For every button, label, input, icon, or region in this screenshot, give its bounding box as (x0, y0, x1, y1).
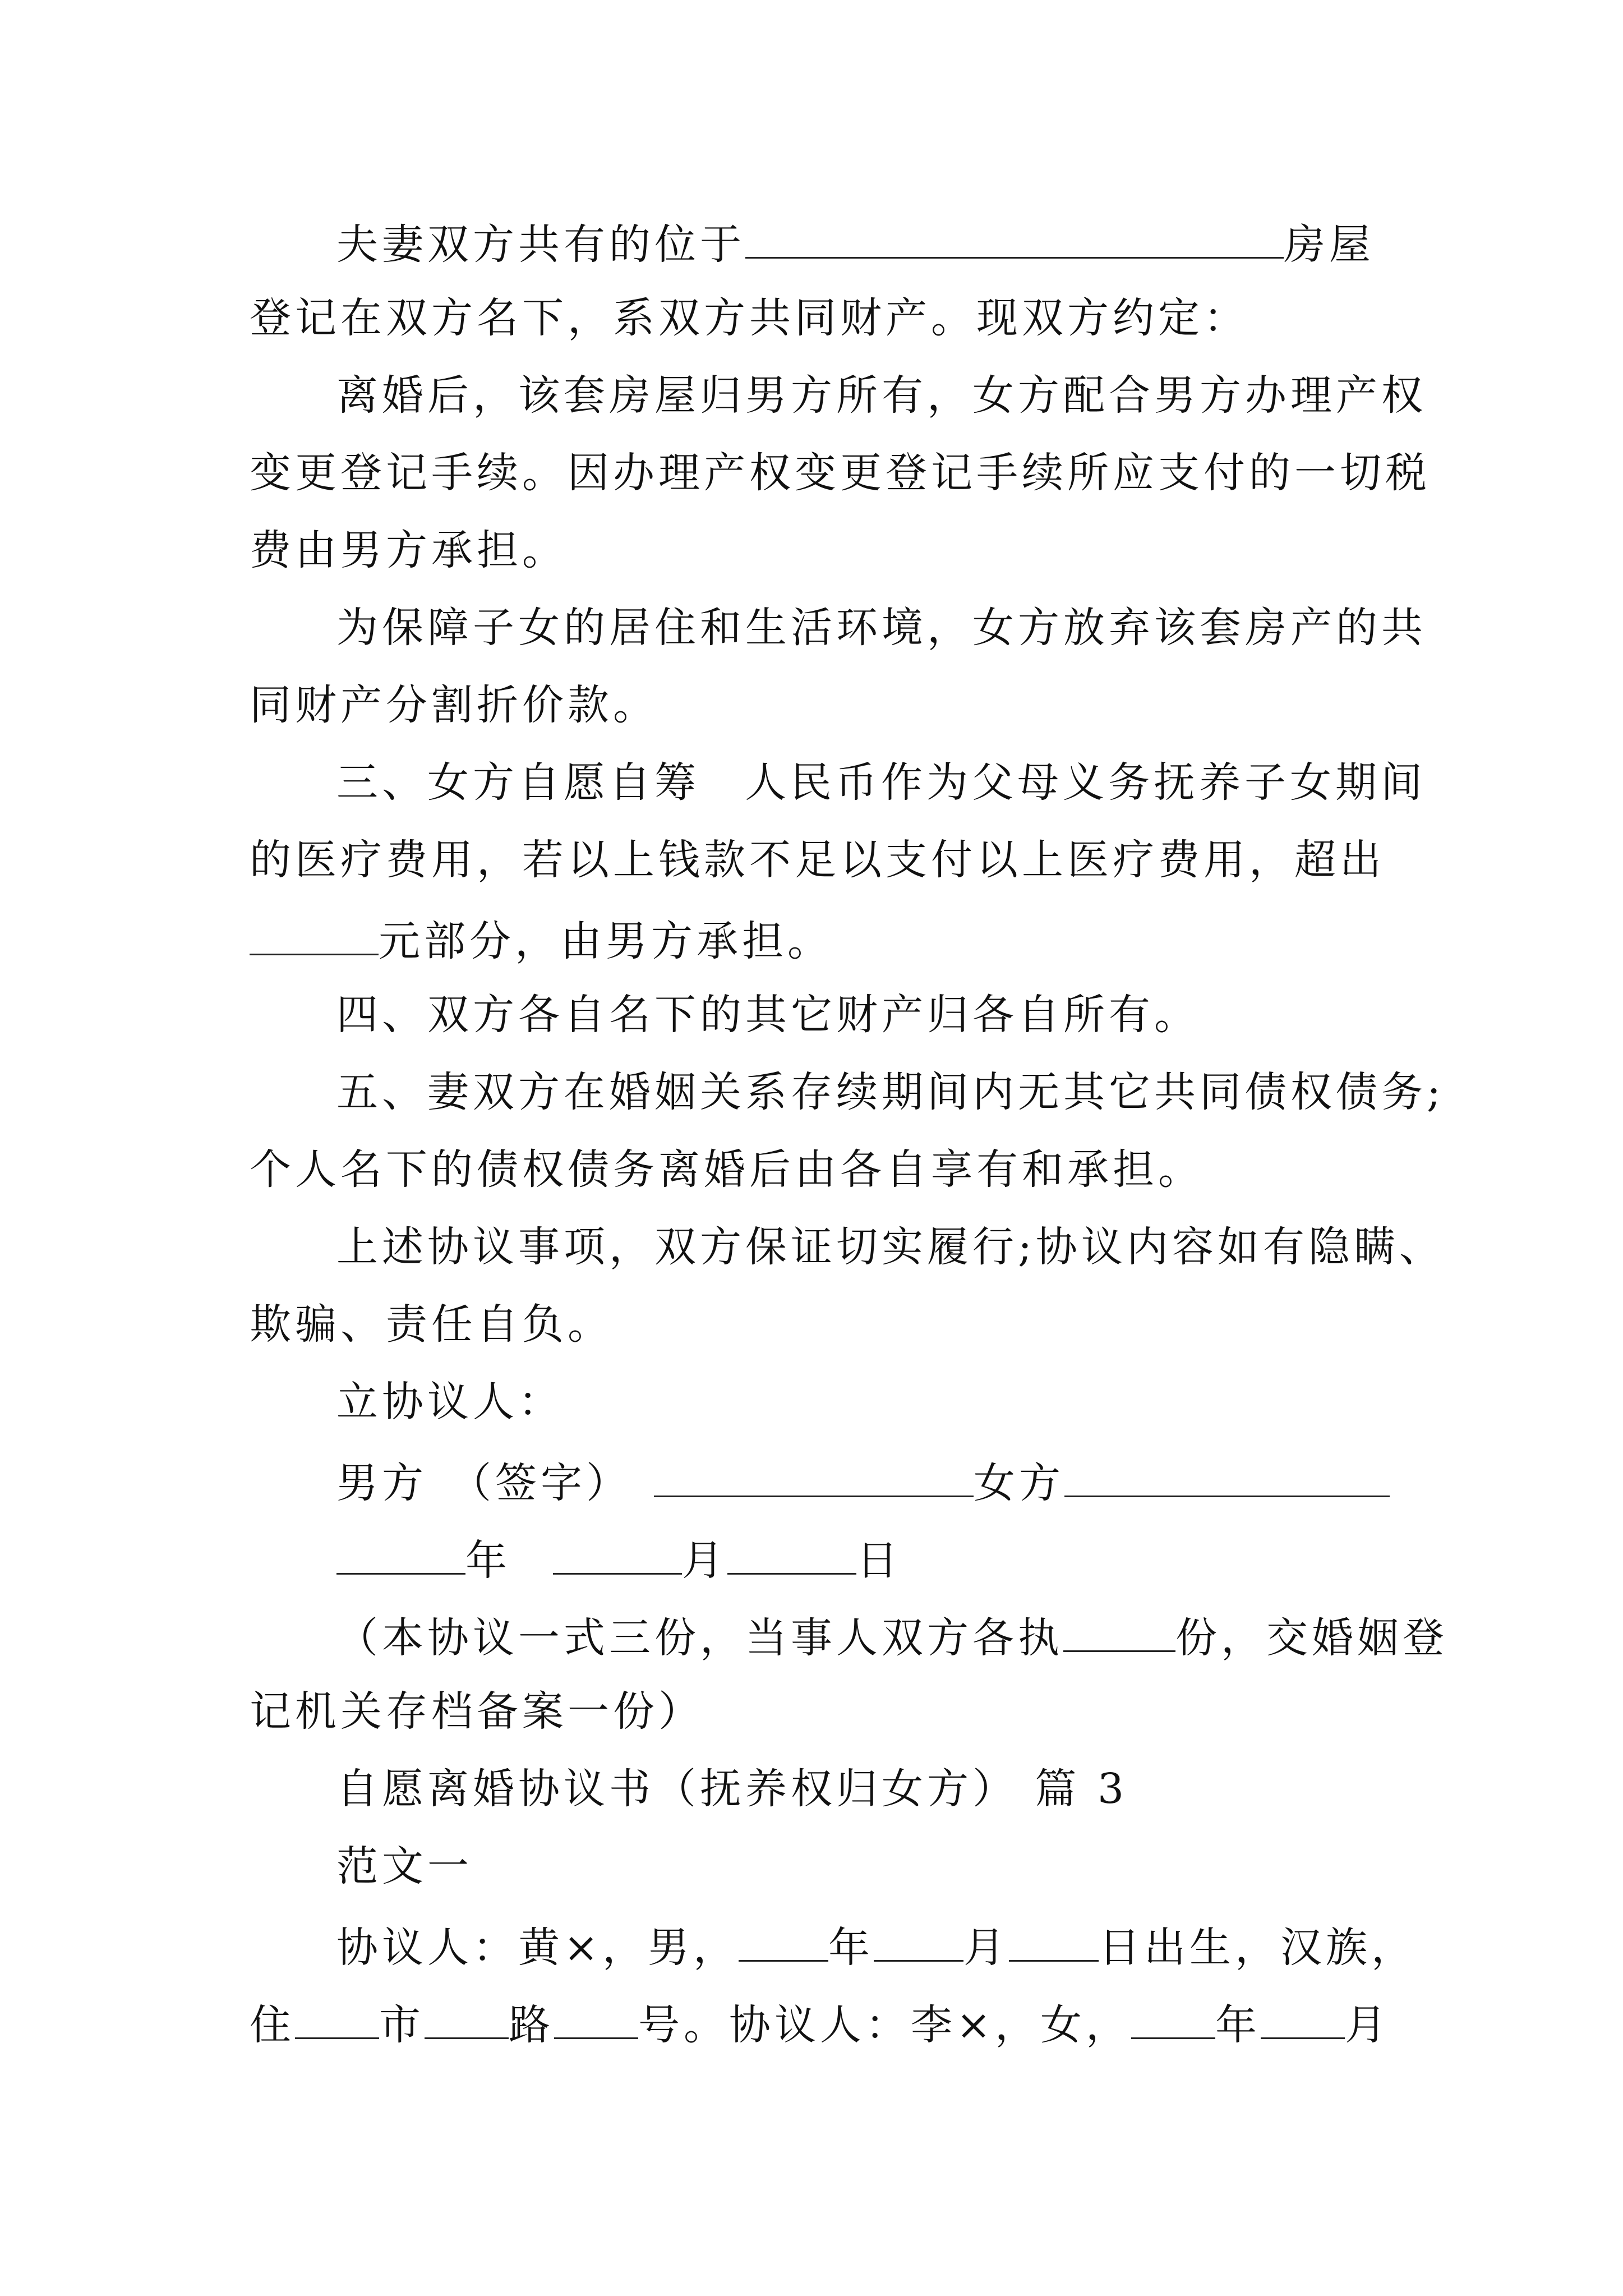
paragraph-line: 四、双方各自名下的其它财产归各自所有。 (336, 991, 1200, 1039)
text: 房屋 (1284, 220, 1375, 269)
section-heading: 自愿离婚协议书（抚养权归女方） 篇 3 (336, 1765, 1128, 1813)
paragraph-line: 费由男方承担。 (250, 526, 568, 574)
blank-field (739, 1923, 828, 1962)
blank-field-year (336, 1536, 465, 1575)
paragraph-line: 五、妻双方在婚姻关系存续期间内无其它共同债权债务; (336, 1068, 1445, 1116)
text: 月 (1345, 2001, 1391, 2049)
text: （本协议一式三份，当事人双方各执 (336, 1614, 1063, 1662)
text: 男方 (336, 1459, 427, 1507)
paragraph-line: 欺骗、责任自负。 (250, 1300, 613, 1349)
blank-field-female-signature (1064, 1458, 1390, 1497)
text: 年 (828, 1924, 874, 1972)
paragraph-line: 个人名下的债权债务离婚后由各自享有和承担。 (250, 1145, 1204, 1194)
text: 夫妻双方共有的位于 (336, 220, 745, 269)
property-location-line (336, 220, 1375, 269)
text: 住 (250, 2001, 295, 2049)
signature-line (336, 1458, 1390, 1507)
text: 月 (963, 1924, 1009, 1972)
text: 日出生，汉族， (1099, 1924, 1417, 1972)
paragraph-line (250, 917, 833, 965)
blank-field (554, 2000, 638, 2039)
date-line (336, 1536, 902, 1585)
blank-field-amount (250, 917, 379, 955)
text: 三、女方自愿自筹 (336, 758, 700, 807)
paragraph-line (250, 2000, 1391, 2049)
blank-field-address (745, 220, 1284, 259)
text: 路 (509, 2001, 554, 2049)
paragraph-line: 登记在双方名下，系双方共同财产。现双方约定： (250, 294, 1249, 342)
blank-field (295, 2000, 379, 2039)
blank-field-month (553, 1536, 682, 1575)
paragraph-line: 为保障子女的居住和生活环境，女方放弃该套房产的共 (336, 604, 1427, 652)
text: 女方 (974, 1459, 1064, 1507)
blank-field (1009, 1923, 1099, 1962)
paragraph-line: 立协议人： (336, 1378, 564, 1426)
paragraph-line: 的医疗费用，若以上钱款不足以支付以上医疗费用，超出 (250, 836, 1385, 884)
blank-field (1131, 2000, 1215, 2039)
text: 号。协议人：李×，女， (638, 2001, 1132, 2049)
paragraph-line: 同财产分割折价款。 (250, 681, 658, 729)
text: 人民币作为父母义务抚养子女期间 (745, 758, 1426, 807)
text: 年 (465, 1536, 511, 1585)
paragraph-line (336, 1923, 1417, 1972)
text: 元部分，由男方承担。 (379, 917, 833, 965)
blank-field-day (727, 1536, 856, 1575)
text: 协议人：黄×，男， (336, 1924, 739, 1972)
paragraph-line: 记机关存档备案一份） (250, 1687, 704, 1736)
blank-field (874, 1923, 963, 1962)
text: （签字） (450, 1459, 631, 1507)
paragraph-line (336, 758, 1426, 807)
text: 年 (1215, 2001, 1261, 2049)
text: 市 (379, 2001, 425, 2049)
paragraph-line: 上述协议事项，双方保证切实履行;协议内容如有隐瞒、 (336, 1223, 1445, 1271)
text: 月 (682, 1536, 727, 1585)
blank-field (425, 2000, 509, 2039)
blank-field (1261, 2000, 1345, 2039)
text: 份，交婚姻登 (1175, 1614, 1448, 1662)
paragraph-line (336, 1613, 1448, 1662)
text: 日 (856, 1536, 902, 1585)
sample-label: 范文一 (336, 1842, 473, 1890)
paragraph-line: 变更登记手续。因办理产权变更登记手续所应支付的一切税 (250, 449, 1431, 497)
paragraph-line: 离婚后，该套房屋归男方所有，女方配合男方办理产权 (336, 371, 1427, 420)
blank-field-copies (1063, 1613, 1175, 1652)
blank-field-male-signature (654, 1458, 974, 1497)
